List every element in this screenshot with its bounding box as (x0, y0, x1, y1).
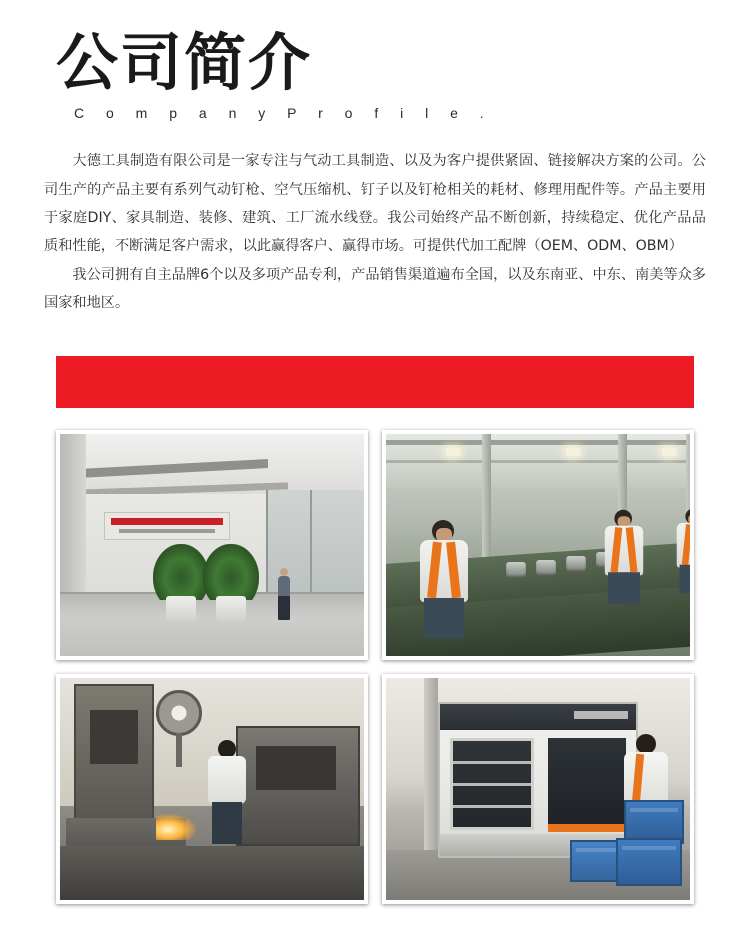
floor (60, 592, 364, 656)
assembly-worker (674, 508, 690, 593)
ceiling-lamp (662, 448, 676, 456)
page-title: 公司简介 (56, 26, 313, 99)
cnc-viewing-window (450, 738, 534, 830)
signboard-line-1 (111, 518, 223, 525)
signboard-line-2 (119, 529, 215, 533)
wall-fan (156, 690, 202, 736)
company-signboard (104, 512, 230, 540)
photo-cnc-machining (382, 674, 694, 904)
welding-sparks (156, 814, 196, 840)
photo-forging-workshop-scene (60, 678, 364, 900)
person (278, 576, 290, 620)
ceiling-lamp (566, 448, 580, 456)
ceiling-lamp (446, 448, 460, 456)
tool-part (506, 562, 526, 578)
floor (60, 846, 364, 900)
red-divider-bar (56, 356, 694, 408)
blue-crate (616, 838, 682, 886)
vertical-pipe (424, 678, 438, 878)
machine-unit (236, 726, 360, 846)
assembly-worker (602, 509, 647, 603)
page-header (0, 0, 750, 121)
potted-plant (203, 544, 259, 600)
worker-uniform (208, 756, 246, 804)
photo-forging-workshop (56, 674, 368, 904)
photo-assembly-line (382, 430, 694, 660)
potted-plant (153, 544, 209, 600)
cnc-machine (438, 702, 638, 858)
cnc-accent-stripe (548, 824, 626, 832)
photo-gallery (56, 430, 694, 904)
worker-head (636, 734, 656, 754)
press-machine (74, 684, 154, 838)
window-bar (453, 783, 531, 786)
tool-part (566, 556, 586, 572)
worker-legs (212, 802, 242, 844)
company-description (44, 147, 706, 317)
assembly-worker (416, 520, 472, 638)
page-subtitle: C o m p a n y P r o f i l e . (74, 105, 493, 122)
roof-truss (386, 460, 690, 463)
worker-legs (680, 564, 690, 593)
window-bar (453, 761, 531, 764)
description-paragraph-1: 大德工具制造有限公司是一家专注与气动工具制造、以及为客户提供紧固、链接解决方案的公司。公司生产的产品主要有系列气动钉枪、空气压缩机、钉子以及钉枪相关的耗材、修理用配件等。产品主要用于家庭DIY、家具制造、装修、建筑、工厂流水线登。我公司始终产品不断创新，持续稳定、优化产品品质和性能，不断满足客户需求，以此赢得客户、赢得市场。可提供代加工配牌（OEM、ODM、OBM） (44, 153, 706, 255)
photo-cnc-machining-scene (386, 678, 690, 900)
plant-pot (216, 596, 246, 622)
plant-pot (166, 596, 196, 622)
cnc-brand-plate (574, 711, 628, 719)
photo-showroom-lobby-scene (60, 434, 364, 656)
photo-showroom-lobby (56, 430, 368, 660)
description-paragraph-2: 我公司拥有自主品牌6个以及多项产品专利，产品销售渠道遍布全国，以及东南亚、中东、南美等众多国家和地区。 (44, 266, 706, 312)
photo-assembly-line-scene (386, 434, 690, 656)
worker-legs (424, 598, 464, 638)
window-bar (453, 805, 531, 808)
worker-head (218, 740, 236, 758)
tool-part (536, 560, 556, 576)
roof-truss (386, 440, 690, 445)
workshop-worker (206, 740, 248, 844)
cnc-control-panel (548, 738, 626, 824)
worker-legs (608, 572, 640, 604)
